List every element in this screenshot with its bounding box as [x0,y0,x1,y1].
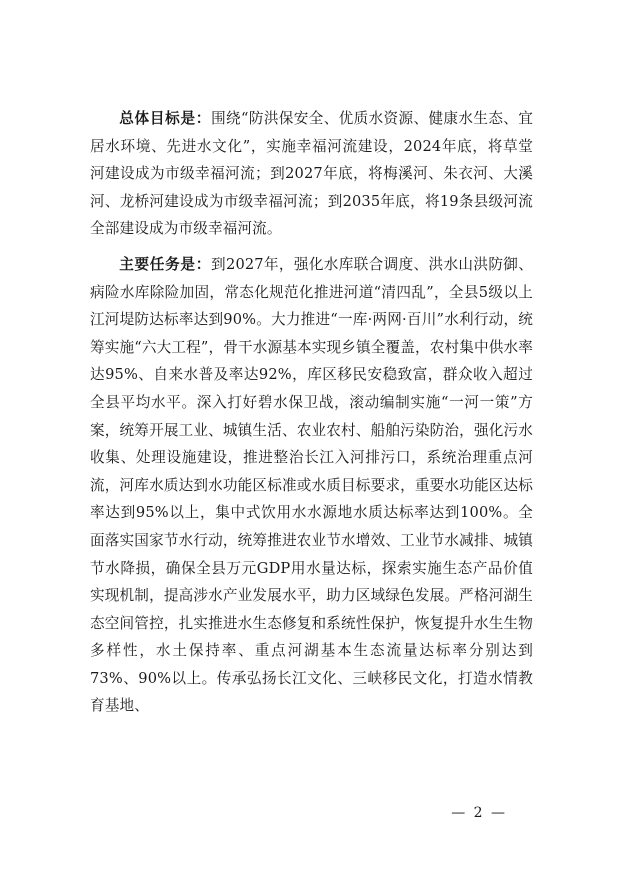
paragraph-text: 到2027年，强化水库联合调度、洪水山洪防御、病险水库除险加固，常态化规范化推进河道“清四乱”，全县5级以上江河堤防达标率达到90%。大力推进“一库·两网·百川”水利行动，统筹实施“六大工程”，骨干水源基本实现乡镇全覆盖，农村集中供水率达95%、自来水普及率达92%，库区移民安稳致富，群众收入超过全县平均水平。深入打好碧水保卫战，滚动编制实施“一河一策”方案，统筹开展工业、城镇生活、农业农村、船舶污染防治，强化污水收集、处理设施建设，推进整治长江入河排污口，系统治理重点河流，河库水质达到水功能区标准或水质目标要求，重要水功能区达标率达到95%以上，集中式饮用水水源地水质达标率达到100%。全面落实国家节水行动，统筹推进农业节水增效、工业节水减排、城镇节水降损，确保全县万元GDP用水量达标，探索实施生态产品价值实现机制，提高涉水产业发展水平，助力区域绿色发展。严格河湖生态空间管控，扎实推进水生态修复和系统性保护，恢复提升水生生物多样性，水土保持率、重点河湖基本生态流量达标率分别达到73%、90%以上。传承弘扬长江文化、三峡移民文化，打造水情教育基地、 [90,255,533,715]
paragraph-lead: 主要任务是： [119,255,212,273]
paragraph-overall-goal [90,105,533,243]
body-text [90,105,533,720]
paragraph-text: 围绕“防洪保安全、优质水资源、健康水生态、宜居水环境、先进水文化”，实施幸福河流建设，2024年底，将草堂河建设成为市级幸福河流；到2027年底，将梅溪河、朱衣河、大溪河、龙桥河建设成为市级幸福河流；到2035年底，将19条县级河流全部建设成为市级幸福河流。 [90,110,533,238]
paragraph-lead: 总体目标是： [119,110,212,127]
paragraph-main-tasks [90,251,533,720]
page-number: — 2 — [451,805,507,821]
